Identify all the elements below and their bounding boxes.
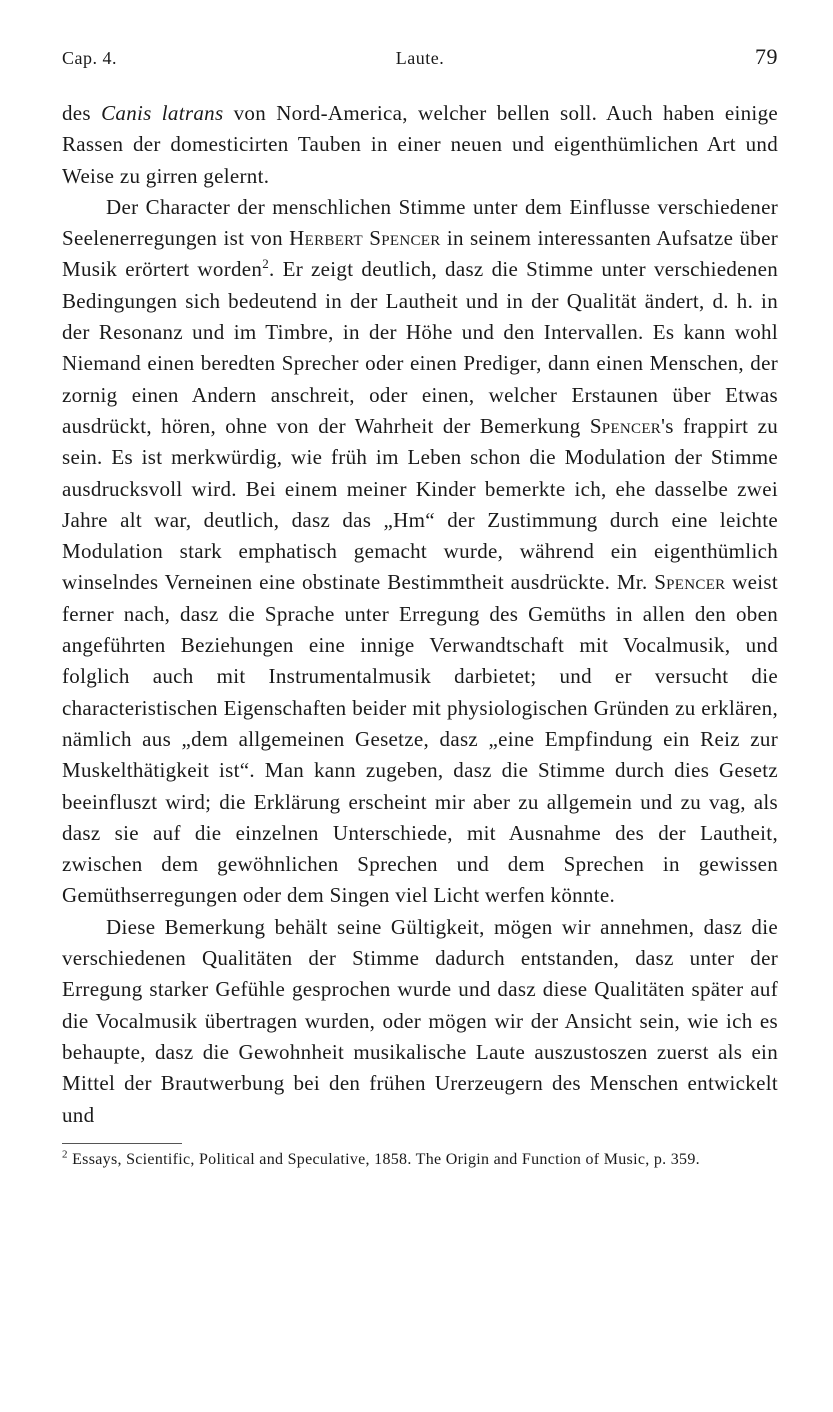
paragraph-2-text-c: . Er zeigt deutlich, dasz die Stimme unter verschiedenen Bedingungen sich bedeutend in der Lautheit und in der Qualität ändert, d. h. in der Resonanz und im Timbre, in der Höhe und den Intervallen. Es kann wohl Niemand einen beredten Sprecher oder einen Prediger, dann einen Menschen, der zornig einen Andern anschreit, oder einen, welcher Erstaunen über Etwas ausdrückt, hören, ohne von der Wahrheit der Bemerkung bbox=[62, 257, 779, 438]
species-name: Canis latrans bbox=[101, 101, 224, 125]
footnote-reference[interactable]: 2 bbox=[262, 256, 270, 272]
body-text bbox=[62, 98, 778, 1131]
paragraph-2-text-d: 's frappirt zu sein. Es ist merkwürdig, wie früh im Leben schon die Modulation der Stimme ausdrucksvoll wird. Bei einem meiner Kinder bemerkte ich, ehe dasselbe zwei Jahre alt war, deutlich, dasz das „Hm“ der Zustimmung durch eine leichte Modulation stark emphatisch gemacht wurde, während ein eigenthümlich winselndes Verneinen eine obstinate Bestimmtheit ausdrückte. Mr. bbox=[62, 413, 778, 595]
author-name: Spencer bbox=[589, 413, 662, 438]
paragraph-2 bbox=[62, 192, 778, 912]
paragraph-2-text-e: weist ferner nach, dasz die Sprache unter Erregung des Gemüths in allen den oben angeführten Beziehungen eine innige Verwandtschaft mit Vocalmusik, und folglich auch mit Instrumentalmusik darbietet; und er versucht die characteristischen Eigenschaften beider mit physiologischen Gründen zu erklären, nämlich aus „dem allgemeinen Gesetze, dasz „eine Empfindung ein Reiz zur Muskelthätigkeit ist“. Man kann zugeben, dasz die Stimme durch dies Gesetz beeinfluszt wird; die Erklärung erscheint mir aber zu allgemein und zu vag, als dasz sie auf die einzelnen Unterschiede, mit Ausnahme des der Lautheit, zwischen dem gewöhnlichen Sprechen und dem Sprechen in gewissen Gemüthserregungen oder dem Singen viel Licht werfen könnte. bbox=[62, 570, 778, 908]
author-name: Herbert Spencer bbox=[289, 226, 441, 251]
page bbox=[62, 44, 778, 1172]
footnote-marker: 2 bbox=[62, 1148, 68, 1161]
running-head bbox=[62, 44, 778, 76]
section-title: Laute. bbox=[395, 48, 445, 68]
paragraph-3: Diese Bemerkung behält seine Gültigkeit, mögen wir annehmen, dasz die verschiedenen Qualitäten der Stimme dadurch entstanden, dasz unter der Erregung starker Gefühle gesprochen wurde und dasz diese Qualitäten später auf die Vocalmusik übertragen wurden, oder mögen wir der Ansicht sein, wie ich es behaupte, dasz die Gewohnheit musikalische Laute auszustoszen zuerst als ein Mittel der Brautwerbung bei den frühen Urerzeugern des Menschen entwickelt und bbox=[62, 914, 778, 1127]
paragraph-1-text-a: des bbox=[62, 101, 102, 125]
page-number: 79 bbox=[755, 44, 778, 69]
footnote-text: Essays, Scientific, Political and Speculative, 1858. The Origin and Function of Music, p. 359. bbox=[67, 1150, 700, 1168]
paragraph-2-text-b: in seinem interessanten Aufsatze über Musik erörtert worden bbox=[62, 226, 778, 282]
chapter-label: Cap. 4. bbox=[62, 48, 117, 68]
paragraph-1-text-b: von Nord-America, welcher bellen soll. Auch haben einige Rassen der domesticirten Tauben in einer neuen und eigenthümlichen Art und Weise zu girren gelernt. bbox=[62, 101, 778, 188]
author-name: Spencer bbox=[654, 570, 726, 595]
footnote bbox=[62, 1148, 778, 1172]
paragraph-2-text-a: Der Character der menschlichen Stimme unter dem Einflusse verschiedener Seelenerregungen ist von bbox=[62, 194, 778, 251]
footnote-divider bbox=[62, 1143, 182, 1144]
paragraph-1 bbox=[62, 98, 778, 192]
